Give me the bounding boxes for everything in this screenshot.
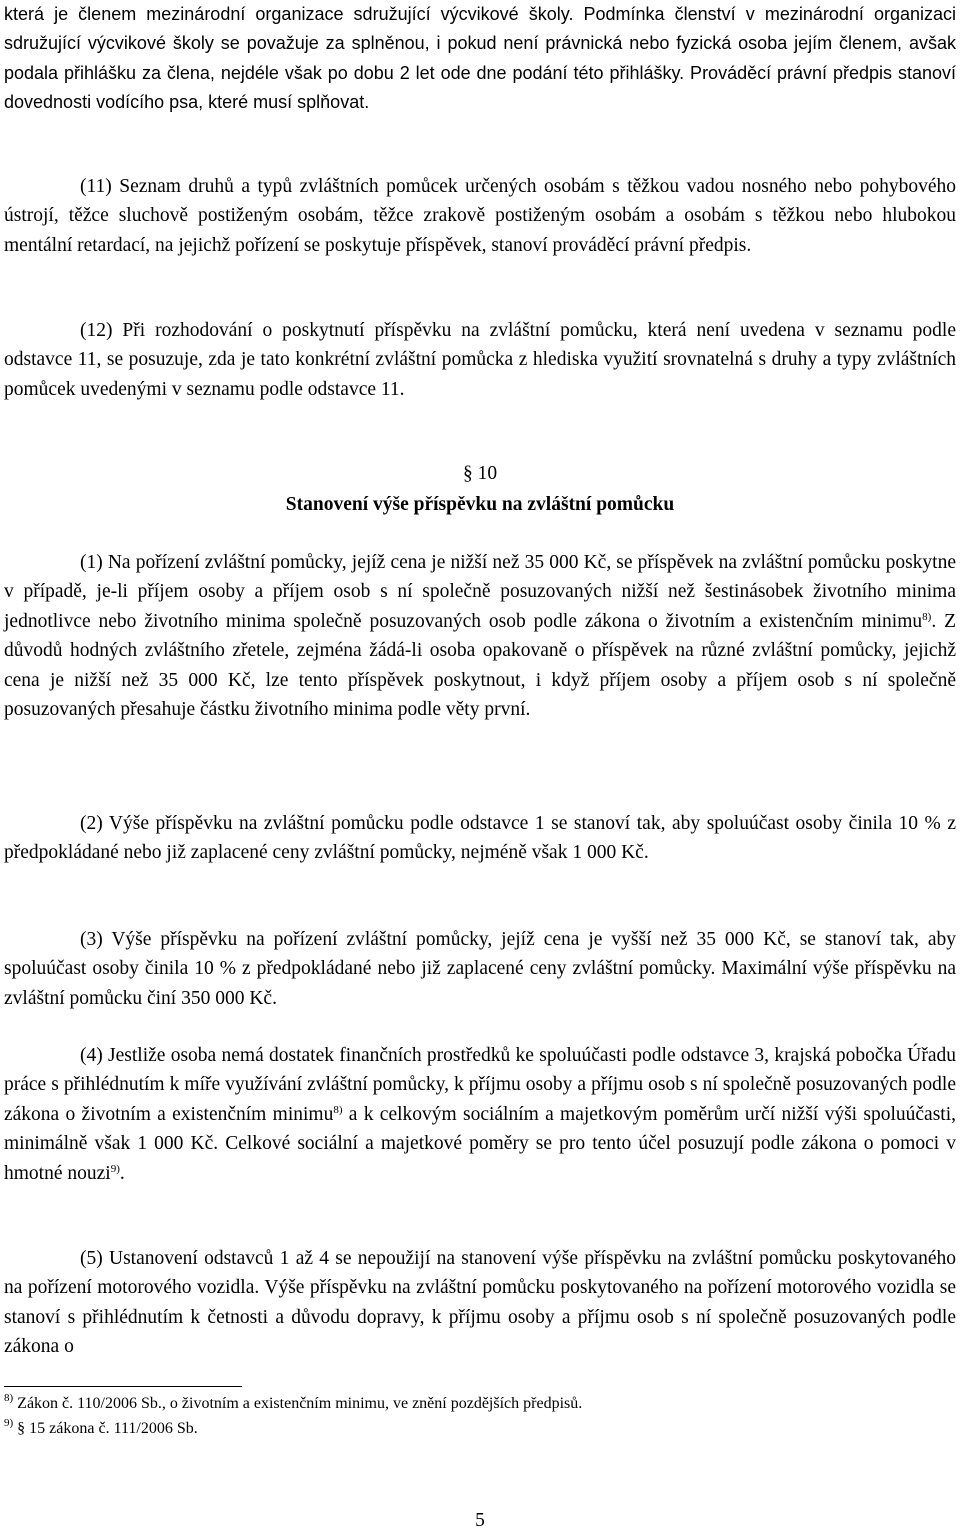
- footnote-9: [4, 1419, 956, 1439]
- footnote-separator: [4, 1386, 242, 1387]
- section10-paragraph-2: (2) Výše příspěvku na zvláštní pomůcku podle odstavce 1 se stanoví tak, aby spoluúčast osoby činila 10 % z předpokládané nebo již zaplacené ceny zvláštní pomůcky, nejméně však 1 000 Kč.: [4, 813, 956, 864]
- footnote-text: § 15 zákona č. 111/2006 Sb.: [13, 1420, 198, 1437]
- footnote-mark: 8): [4, 1392, 14, 1404]
- section-title: Stanovení výše příspěvku na zvláštní pomůcku: [285, 494, 675, 515]
- section10-paragraph-5: (5) Ustanovení odstavců 1 až 4 se nepoužijí na stanovení výše příspěvku na zvláštní pomůcku poskytovaného na pořízení motorového vozidla. Výše příspěvku na zvláštní pomůcku poskytovaného na pořízení motorového vozidla se stanoví s přihlédnutím k četnosti a důvodu dopravy, k příjmu osoby a příjmu osob s ní společně posuzovaných podle zákona o: [4, 1248, 956, 1358]
- intro-text: která je členem mezinárodní organizace sdružující výcvikové školy. Podmínka členství v mezinárodní organizaci sdružující výcvikové školy se považuje za splněnou, i pokud není právnická nebo fyzická osoba jejím členem, avšak podala přihlášku za člena, nejdéle však po dobu 2 let ode dne podání této přihlášky. Prováděcí právní předpis stanoví dovednosti vodícího psa, které musí splňovat.: [4, 4, 956, 113]
- footnote-ref-9: 9): [110, 1162, 120, 1175]
- section10-paragraph-3: (3) Výše příspěvku na pořízení zvláštní pomůcky, jejíž cena je vyšší než 35 000 Kč, se stanoví tak, aby spoluúčast osoby činila 10 % z předpokládané nebo již zaplacené ceny zvláštní pomůcky. Maximální výše příspěvku na zvláštní pomůcku činí 350 000 Kč.: [4, 929, 956, 1009]
- section10-paragraph-1: [4, 548, 956, 724]
- section-number: § 10: [462, 463, 498, 484]
- s10-p4-text-c: .: [119, 1162, 125, 1184]
- s10-p4-text-b: a k celkovým sociálním a majetkovým poměrům určí nižší výši spoluúčasti, minimálně však 1 000 Kč. Celkové sociální a majetkové poměry se pro tento účel posuzují podle zákona o pomoci v hmotné nouzi: [4, 1103, 957, 1184]
- footnote-ref-8: 8): [922, 610, 932, 623]
- paragraph-11: (11) Seznam druhů a typů zvláštních pomůcek určených osobám s těžkou vadou nosného nebo pohybového ústrojí, těžce sluchově postiženým osobám, těžce zrakově postiženým osobám a osobám s těžkou nebo hlubokou mentální retardací, na jejichž pořízení se poskytuje příspěvek, stanoví prováděcí právní předpis.: [4, 176, 956, 256]
- footnote-ref-8: 8): [333, 1103, 343, 1116]
- page-number: 5: [475, 1510, 485, 1531]
- footnote-text: Zákon č. 110/2006 Sb., o životním a existenčním minimu, ve znění pozdějších předpisů.: [13, 1395, 583, 1412]
- footnote-mark: 9): [4, 1417, 14, 1429]
- paragraph-12: (12) Při rozhodování o poskytnutí příspěvku na zvláštní pomůcku, která není uvedena v seznamu podle odstavce 11, se posuzuje, zda je tato konkrétní zvláštní pomůcka z hlediska využití srovnatelná s druhy a typy zvláštních pomůcek uvedenými v seznamu podle odstavce 11.: [4, 320, 956, 400]
- intro-paragraph: [4, 0, 956, 118]
- s10-p1-text-a: (1) Na pořízení zvláštní pomůcky, jejíž cena je nižší než 35 000 Kč, se příspěvek na zvláštní pomůcku poskytne v případě, je-li příjem osoby a příjem osob s ní společně posuzovaných nižší než šestinásobek životního minima jednotlivce nebo životního minima společně posuzovaných osob podle zákona o životním a existenčním minimu: [4, 552, 956, 632]
- s10-p4-text-a: (4) Jestliže osoba nemá dostatek finančních prostředků ke spoluúčasti podle odstavce 3, krajská pobočka Úřadu práce s přihlédnutím k míře využívání zvláštní pomůcky, k příjmu osoby a příjmu osob s ní společně posuzovaných podle zákona o životním a existenčním minimu: [4, 1045, 956, 1125]
- section10-paragraph-4: [4, 1041, 956, 1188]
- s10-p1-text-b: . Z důvodů hodných zvláštního zřetele, zejména žádá-li osoba opakovaně o příspěvek na různé zvláštní pomůcky, jejichž cena je nižší než 35 000 Kč, lze tento příspěvek poskytnout, i když příjem osoby a příjem osob s ní společně posuzovaných přesahuje částku životního minima podle věty první.: [4, 610, 956, 721]
- footnote-8: [4, 1394, 956, 1414]
